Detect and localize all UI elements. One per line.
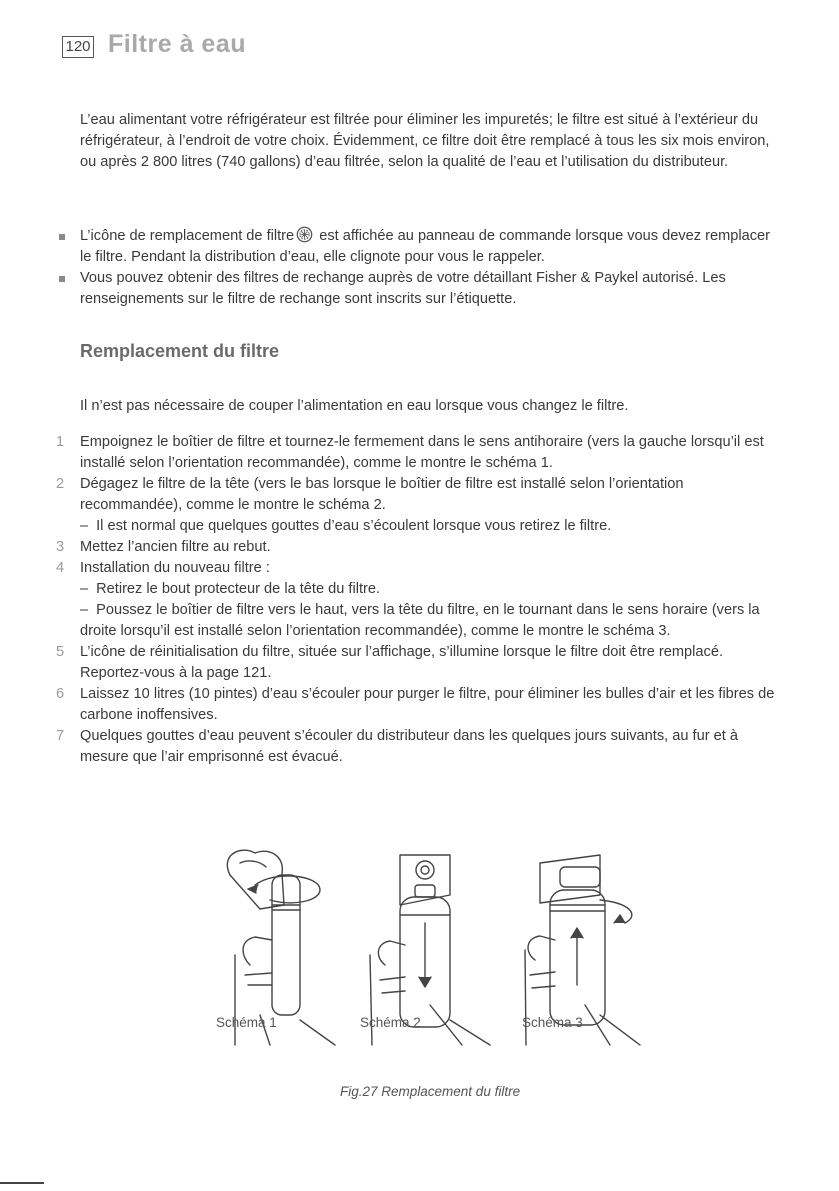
page-corner-rule	[0, 1182, 44, 1184]
step-text: Dégagez le filtre de la tête (vers le bas lorsque le boîtier de filtre est installé selon l’orientation recommandée), comme le montre le schéma 2.	[80, 476, 684, 513]
step-number: 3	[56, 539, 65, 555]
step-item	[56, 726, 780, 768]
page-title: Filtre à eau	[108, 30, 246, 58]
step-number: 5	[56, 644, 65, 660]
step-number: 4	[56, 560, 65, 576]
step-subitem: – Retirez le bout protecteur de la tête du filtre.	[80, 581, 381, 597]
bullet-text: L’icône de remplacement de filtre	[80, 228, 295, 244]
step-number: 1	[56, 434, 65, 450]
diagram-2-label: Schéma 2	[360, 1015, 421, 1030]
section-heading: Remplacement du filtre	[80, 341, 280, 361]
step-text: Quelques gouttes d’eau peuvent s’écouler du distributeur dans les quelques jours suivants, au fur et à mesure que l’air emprisonné est évacué.	[80, 728, 738, 765]
step-text: L’icône de réinitialisation du filtre, située sur l’affichage, s’illumine lorsque le filtre doit être remplacé. Reportez-vous à la page 121.	[80, 644, 723, 681]
bullet-item	[80, 226, 780, 268]
filter-replacement-figure	[200, 845, 660, 1055]
steps-list	[56, 432, 780, 768]
bullet-text: Vous pouvez obtenir des filtres de rechange auprès de votre détaillant Fisher & Paykel autorisé. Les renseignements sur le filtre de rechange sont inscrits sur l’étiquette.	[80, 270, 726, 307]
step-item	[56, 642, 780, 684]
step-item	[56, 558, 780, 642]
bullet-square-icon	[59, 234, 65, 240]
step-number: 6	[56, 686, 65, 702]
step-number: 7	[56, 728, 65, 744]
step-text: Empoignez le boîtier de filtre et tournez-le fermement dans le sens antihoraire (vers la gauche lorsqu’il est installé selon l’orientation recommandée), comme le montre le schéma 1.	[80, 434, 764, 471]
step-item	[56, 432, 780, 474]
intro-paragraph: L’eau alimentant votre réfrigérateur est filtrée pour éliminer les impuretés; le filtre est situé à l’extérieur du réfrigérateur, à l’endroit de votre choix. Évidemment, ce filtre doit être remplacé à tous les six mois environ, ou après 2 800 litres (740 gallons) d’eau filtrée, selon la qualité de l’eau et l’utilisation du distributeur.	[80, 112, 770, 170]
bullet-item	[80, 268, 780, 310]
step-subitem: – Poussez le boîtier de filtre vers le haut, vers la tête du filtre, en le tournant dans le sens horaire (vers la droite lorsqu’il est installé selon l’orientation recommandée), comme le montre le schéma 3.	[80, 602, 760, 639]
bullet-list	[80, 226, 780, 310]
step-subitem: – Il est normal que quelques gouttes d’eau s’écoulent lorsque vous retirez le filtre.	[80, 518, 612, 534]
step-number: 2	[56, 476, 65, 492]
step-item	[56, 474, 780, 537]
diagram-1-label: Schéma 1	[216, 1015, 277, 1030]
bullet-text-continued: est affichée au panneau de commande lorsque vous devez remplacer le filtre. Pendant la distribution d’eau, elle clignote pour vous le rappeler.	[80, 228, 771, 265]
step-text: Laissez 10 litres (10 pintes) d’eau s’écouler pour purger le filtre, pour éliminer les bulles d’air et les fibres de carbone inoffensives.	[80, 686, 775, 723]
step-item	[56, 537, 780, 558]
step-item	[56, 684, 780, 726]
figure-caption: Fig.27 Remplacement du filtre	[340, 1084, 521, 1099]
bullet-square-icon	[59, 276, 65, 282]
diagram-3-label: Schéma 3	[522, 1015, 583, 1030]
step-text: Installation du nouveau filtre :	[80, 560, 270, 576]
filter-replace-icon	[296, 226, 313, 243]
section-note: Il n’est pas nécessaire de couper l’alimentation en eau lorsque vous changez le filtre.	[80, 398, 629, 414]
step-text: Mettez l’ancien filtre au rebut.	[80, 539, 271, 555]
page-number: 120	[62, 36, 94, 58]
